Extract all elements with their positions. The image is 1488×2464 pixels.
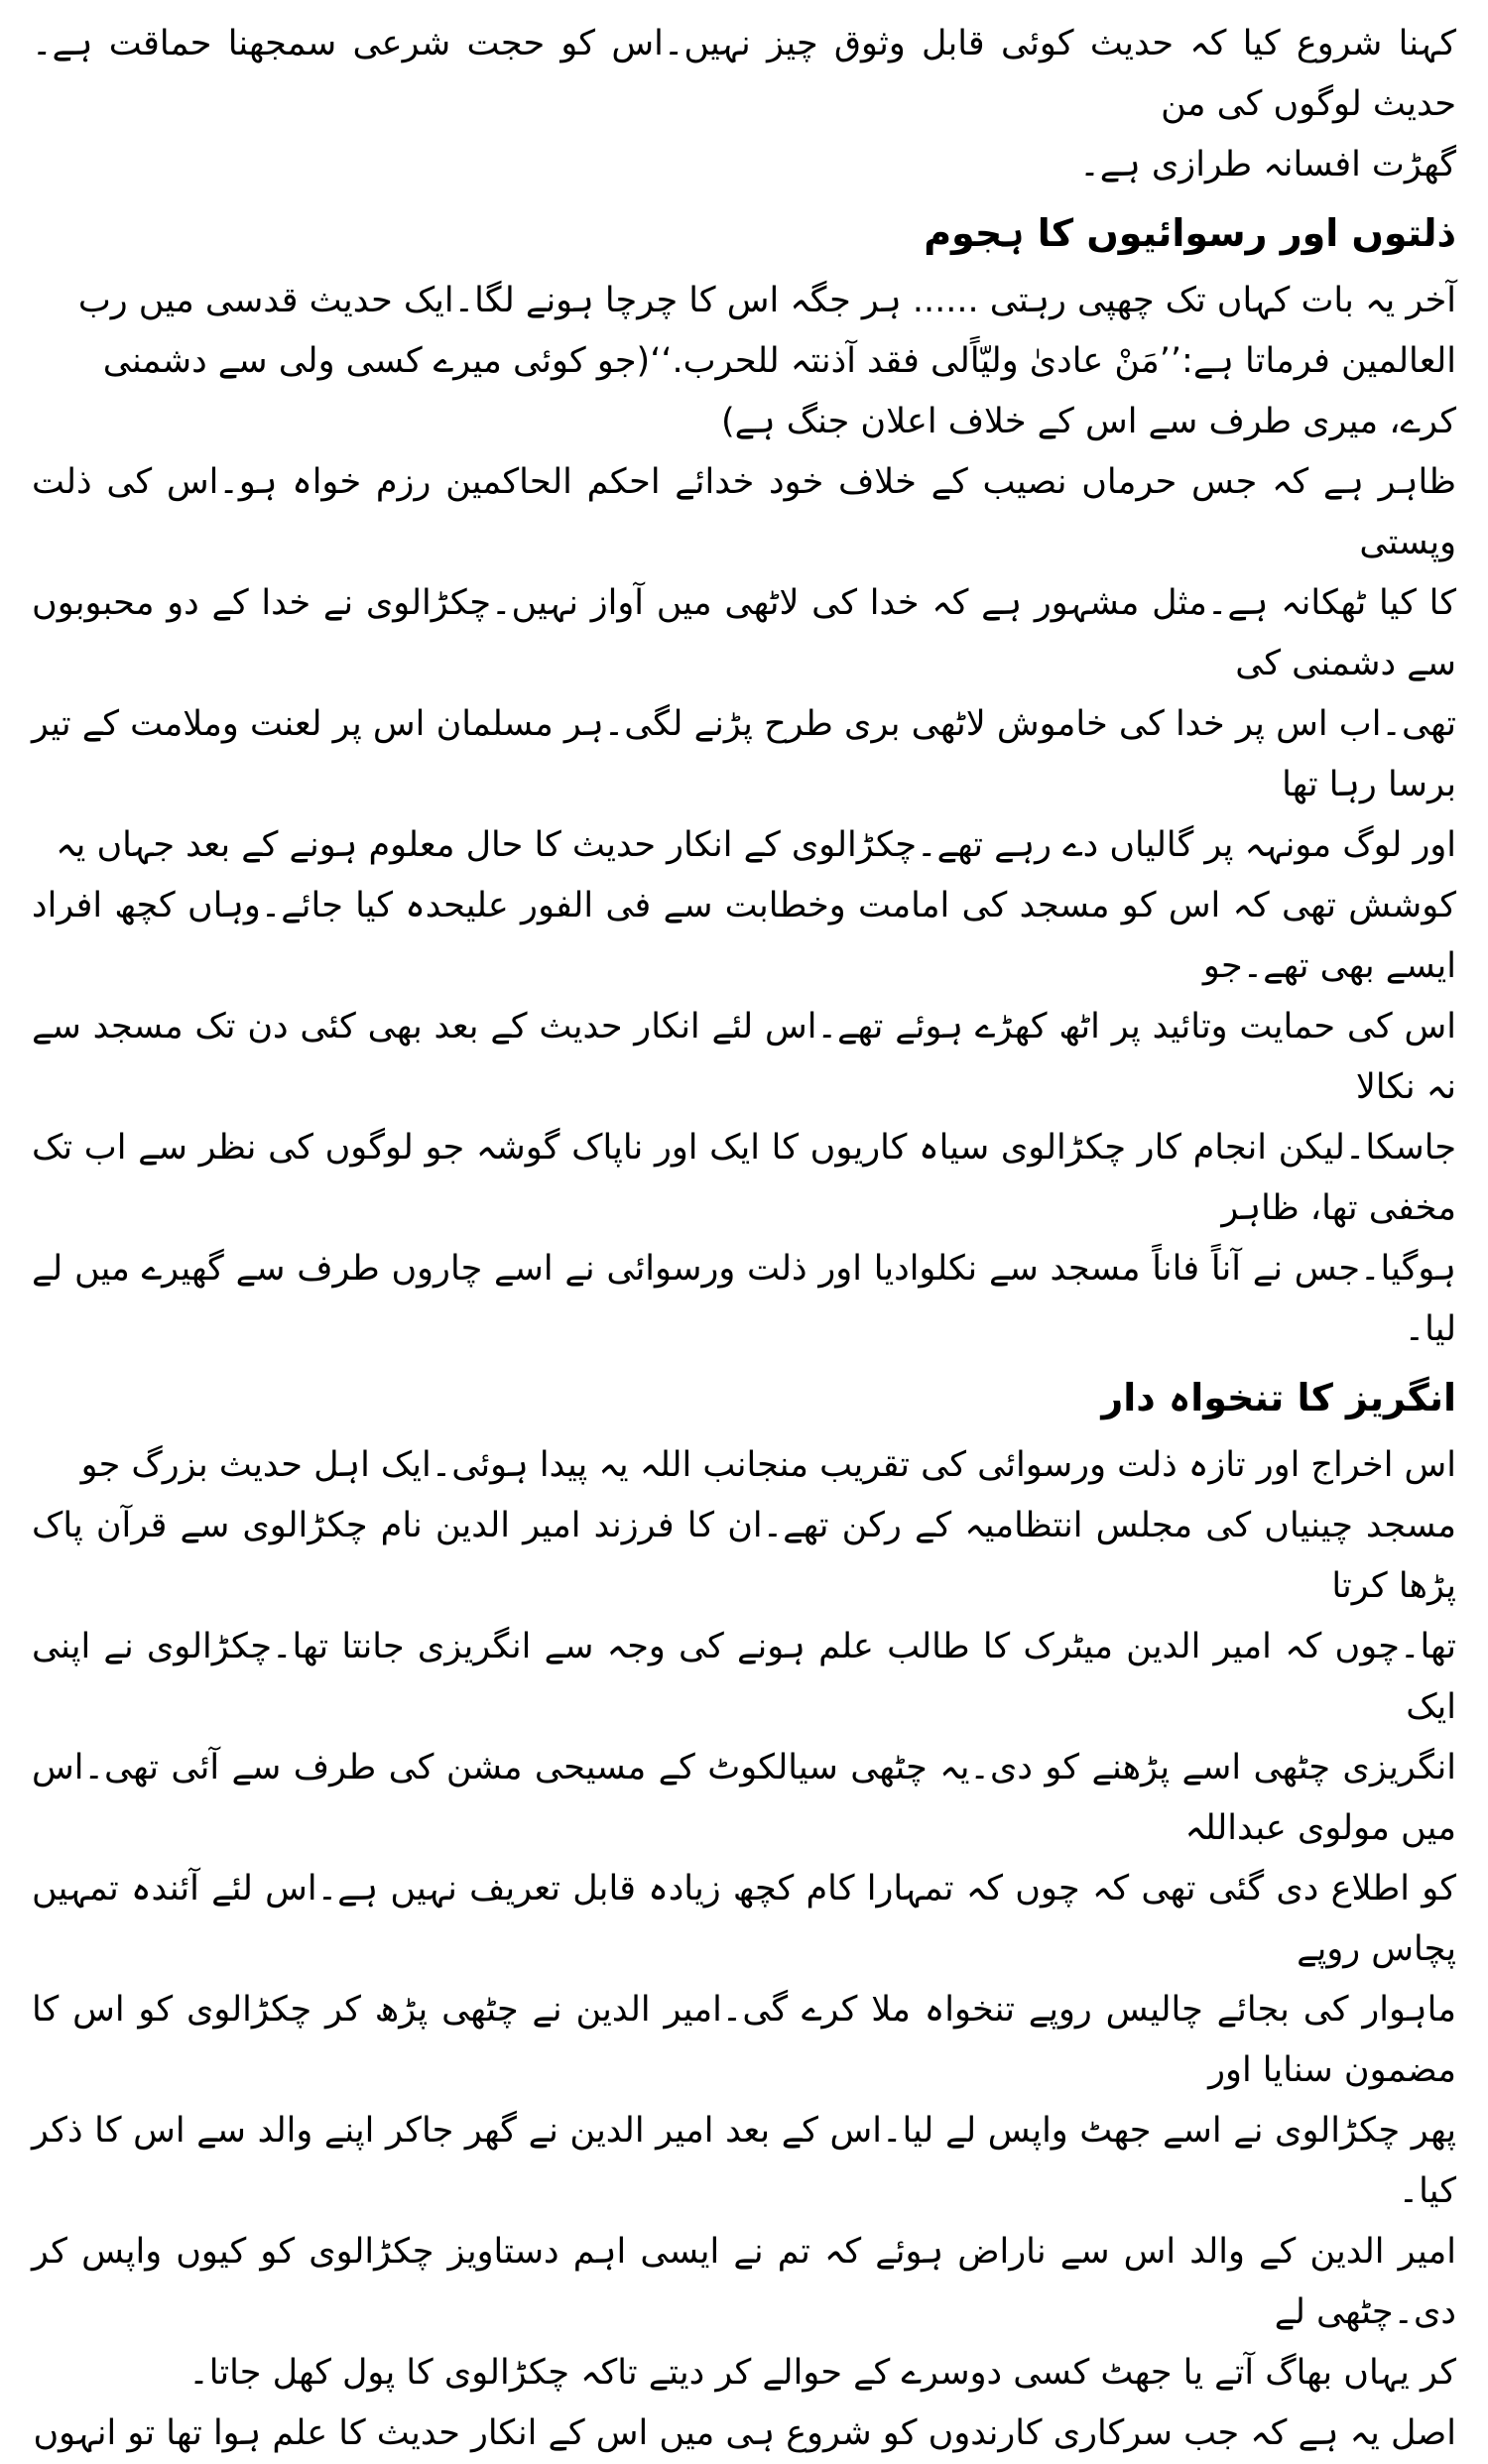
text-line: اصل یہ ہے کہ جب سرکاری کارندوں کو شروع ہی میں اس کے انکار حدیث کا علم ہوا تھا تو انہوں [33,2413,1456,2453]
section-heading-english-salaried: انگریز کا تنخواہ دار [1101,1376,1456,1419]
text-line: امیر الدین کے والد اس سے ناراض ہوئے کہ تم نے ایسی اہم دستاویز چکڑالوی کو کیوں واپس کر دی۔چٹھی لے [32,2232,1456,2332]
text-line: کا کیا ٹھکانہ ہے۔مثل مشہور ہے کہ خدا کی لاٹھی میں آواز نہیں۔چکڑالوی نے خدا کے دو محبوبوں سے دشمنی کی [32,583,1456,683]
paragraph-closing [32,2403,1456,2464]
text-line: العالمین فرماتا ہے:’’مَنْ عادیٰ ولیّاًلی فقد آذنتہ للحرب.‘‘(جو کوئی میرے کسی ولی سے دشمنی [102,341,1456,381]
text-line: گھڑت افسانہ طرازی ہے۔ [1079,145,1456,185]
text-line: کرے، میری طرف سے اس کے خلاف اعلان جنگ ہے) [720,402,1456,441]
text-line: اور لوگ مونہہ پر گالیاں دے رہے تھے۔چکڑالوی کے انکار حدیث کا حال معلوم ہونے کے بعد جہاں یہ [56,825,1456,865]
text-line: ہوگیا۔جس نے آناً فاناً مسجد سے نکلوادیا اور ذلت ورسوائی نے اسے چاروں طرف سے گھیرے میں لے لیا۔ [32,1249,1456,1349]
text-line: کہنا شروع کیا کہ حدیث کوئی قابل وثوق چیز نہیں۔اس کو حجت شرعی سمجھنا حماقت ہے۔حدیث لوگوں کی من [32,24,1456,124]
text-line: مسجد چینیاں کی مجلس انتظامیہ کے رکن تھے۔ان کا فرزند امیر الدین نام چکڑالوی سے قرآن پاک پڑھا کرتا [32,1506,1456,1606]
section-heading-humiliations: ذلتوں اور رسوائیوں کا ہجوم [924,211,1456,255]
paragraph-letter-story [32,1435,1456,2403]
paragraph-hadith-qudsi [32,271,1456,452]
text-line: کر یہاں بھاگ آتے یا جھٹ کسی دوسرے کے حوالے کر دیتے تاکہ چکڑالوی کا پول کھل جاتا۔ [188,2353,1456,2393]
text-line: کوشش تھی کہ اس کو مسجد کی امامت وخطابت سے فی الفور علیحدہ کیا جائے۔وہاں کچھ افراد ایسے بھی تھے۔جو [32,886,1456,986]
text-line: ظاہر ہے کہ جس حرماں نصیب کے خلاف خود خدائے احکم الحاکمین رزم خواہ ہو۔اس کی ذلت وپستی [32,462,1456,562]
text-line: آخر یہ بات کہاں تک چھپی رہتی ...... ہر جگہ اس کا چرچا ہونے لگا۔ایک حدیث قدسی میں رب [77,281,1456,320]
document-page [32,14,1456,2453]
text-line: تھی۔اب اس پر خدا کی خاموش لاٹھی بری طرح پڑنے لگی۔ہر مسلمان اس پر لعنت وملامت کے تیر برسا رہا تھا [32,704,1456,804]
text-line: اس اخراج اور تازہ ذلت ورسوائی کی تقریب منجانب اللہ یہ پیدا ہوئی۔ایک اہل حدیث بزرگ جو [80,1445,1456,1485]
text-line: جاسکا۔لیکن انجام کار چکڑالوی سیاہ کاریوں کا ایک اور ناپاک گوشہ جو لوگوں کی نظر سے اب تک مخفی تھا، ظاہر [32,1128,1456,1228]
text-line: پھر چکڑالوی نے اسے جھٹ واپس لے لیا۔اس کے بعد امیر الدین نے گھر جاکر اپنے والد سے اس کا ذکر کیا۔ [32,2111,1456,2211]
text-line: تھا۔چوں کہ امیر الدین میٹرک کا طالب علم ہونے کی وجہ سے انگریزی جانتا تھا۔چکڑالوی نے اپنی ایک [32,1627,1456,1727]
paragraph-intro-continuation [32,14,1456,195]
text-line: ماہوار کی بجائے چالیس روپے تنخواہ ملا کرے گی۔امیر الدین نے چٹھی پڑھ کر چکڑالوی کو اس کا مضمون سنایا اور [32,1990,1456,2090]
text-line: انگریزی چٹھی اسے پڑھنے کو دی۔یہ چٹھی سیالکوٹ کے مسیحی مشن کی طرف سے آئی تھی۔اس میں مولوی عبداللہ [32,1748,1456,1848]
paragraph-expulsion [32,452,1456,1360]
text-line: اس کی حمایت وتائید پر اٹھ کھڑے ہوئے تھے۔اس لئے انکار حدیث کے بعد بھی کئی دن تک مسجد سے نہ نکالا [32,1007,1456,1107]
text-line: کو اطلاع دی گئی تھی کہ چوں کہ تمہارا کام کچھ زیادہ قابل تعریف نہیں ہے۔اس لئے آئندہ تمہیں پچاس روپے [32,1869,1456,1969]
